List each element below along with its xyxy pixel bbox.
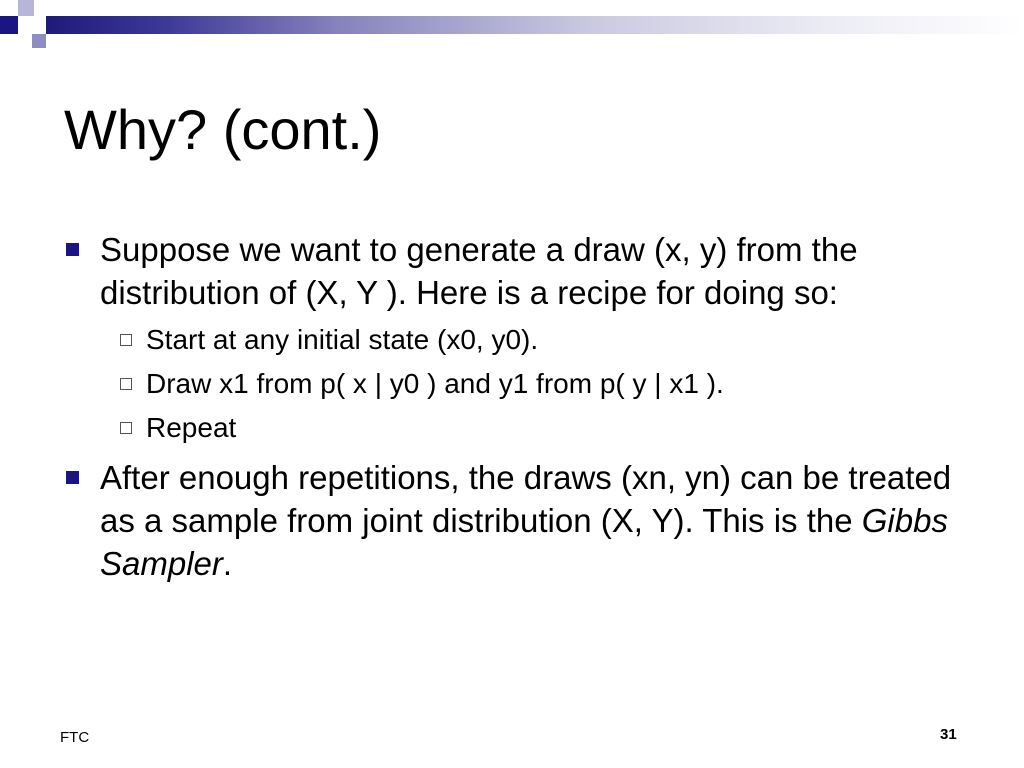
sub-bullet-text: Start at any initial state (x0, y0). bbox=[146, 324, 539, 355]
banner-square-mid bbox=[32, 34, 46, 48]
square-bullet-icon bbox=[66, 243, 79, 256]
sub-bullet-item bbox=[64, 366, 964, 402]
decorative-banner bbox=[0, 0, 1024, 48]
hollow-square-bullet-icon bbox=[120, 378, 132, 390]
sub-bullet-text: Draw x1 from p( x | y0 ) and y1 from p( y | x1 ). bbox=[146, 368, 724, 399]
sub-bullet-text: Repeat bbox=[146, 412, 237, 443]
gibbs-sampler-emphasis: Gibbs Sampler bbox=[100, 502, 948, 582]
page-number: 31 bbox=[940, 726, 957, 743]
banner-square-light bbox=[18, 0, 34, 16]
bullet-item bbox=[64, 228, 964, 314]
sub-bullet-item bbox=[64, 322, 964, 358]
banner-square-white bbox=[18, 34, 32, 48]
slide-body bbox=[64, 228, 964, 585]
footer-label: FTC bbox=[60, 729, 90, 746]
bullet-text-prefix: After enough repetitions, the draws (xn, yn) can be treated as a sample from joint distribution (X, Y). This is the bbox=[100, 459, 952, 539]
slide-title: Why? (cont.) bbox=[64, 98, 382, 161]
sub-bullet-item bbox=[64, 410, 964, 446]
banner-gradient-strip bbox=[46, 16, 1024, 34]
hollow-square-bullet-icon bbox=[120, 334, 132, 346]
square-bullet-icon bbox=[66, 471, 79, 484]
bullet-text-suffix: . bbox=[222, 545, 233, 582]
bullet-text bbox=[100, 459, 951, 582]
hollow-square-bullet-icon bbox=[120, 422, 132, 434]
banner-square-dark bbox=[0, 16, 18, 34]
sub-bullet-list bbox=[64, 322, 964, 446]
bullet-text: Suppose we want to generate a draw (x, y) from the distribution of (X, Y ). Here is a recipe for doing so: bbox=[100, 231, 858, 311]
bullet-item bbox=[64, 456, 964, 585]
